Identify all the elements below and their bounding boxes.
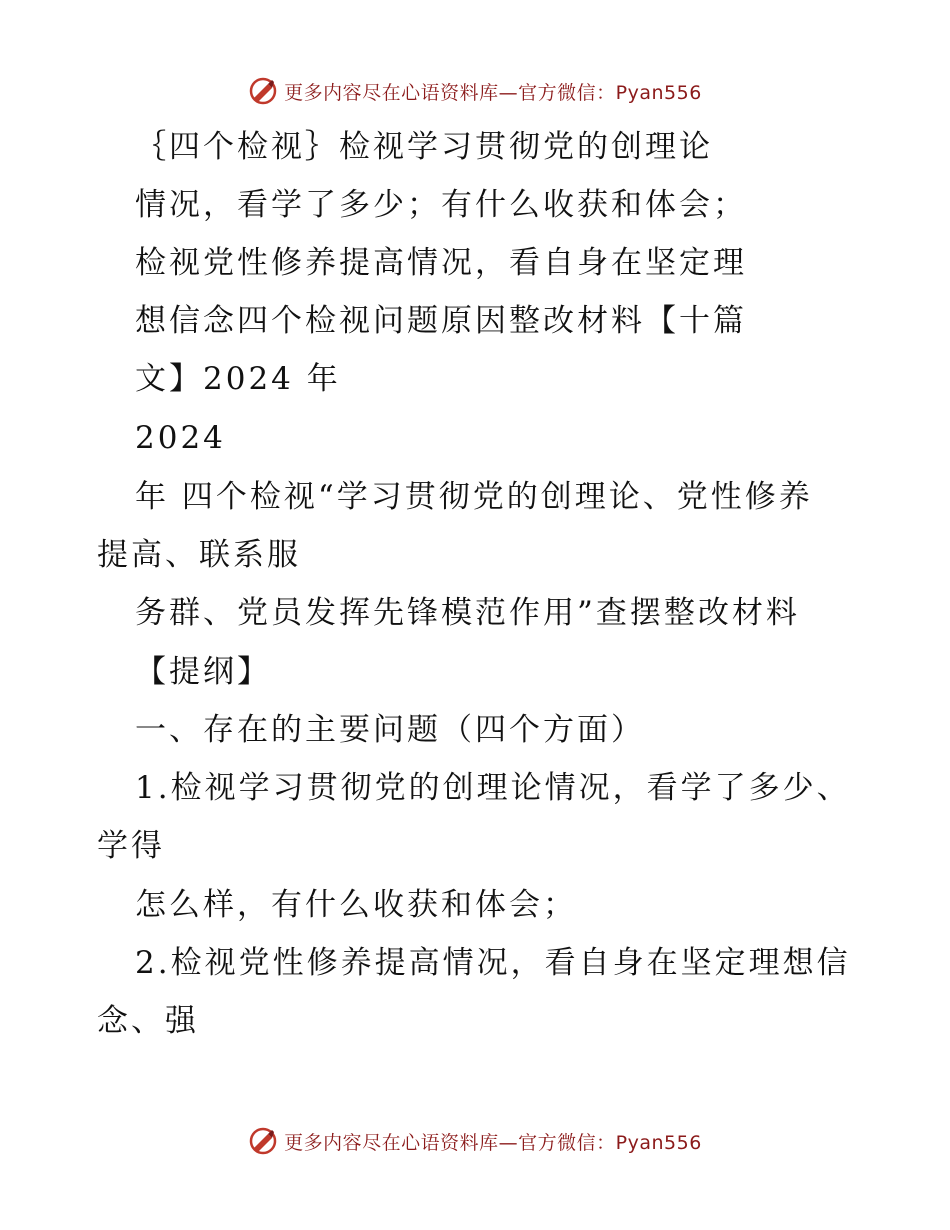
header-separator: —	[498, 81, 519, 104]
doc-line-10: 【提纲】	[135, 654, 271, 690]
doc-line-13: 学得	[97, 828, 165, 864]
doc-line-15: 2.检视党性修养提高情况，看自身在坚定理想信	[135, 945, 851, 981]
doc-line-2: 情况，看学了多少；有什么收获和体会；	[135, 187, 747, 223]
doc-line-9: 务群、党员发挥先锋模范作用”查摆整改材料	[135, 595, 800, 631]
footer-banner	[0, 1121, 950, 1161]
doc-line-11: 一、存在的主要问题（四个方面）	[135, 712, 645, 748]
doc-line-6: 2024	[135, 420, 226, 456]
footer-separator: —	[498, 1131, 519, 1154]
header-wechat-text: 官方微信：Pyan556	[518, 81, 702, 104]
doc-line-14: 怎么样，有什么收获和体会；	[135, 887, 577, 923]
footer-brand-text: 更多内容尽在心语资料库	[284, 1131, 499, 1154]
doc-line-7: 年 四个检视“学习贯彻党的创理论、党性修养	[135, 479, 813, 515]
doc-line-3: 检视党性修养提高情况，看自身在坚定理	[135, 245, 747, 281]
doc-line-8: 提高、联系服	[97, 537, 301, 573]
doc-line-16: 念、强	[97, 1003, 199, 1039]
brand-logo-icon	[248, 1126, 278, 1156]
footer-wechat-text: 官方微信：Pyan556	[518, 1131, 702, 1154]
doc-line-12: 1.检视学习贯彻党的创理论情况，看学了多少、	[135, 770, 851, 806]
doc-line-4: 想信念四个检视问题原因整改材料【十篇	[135, 303, 747, 339]
header-brand-text: 更多内容尽在心语资料库	[284, 81, 499, 104]
doc-line-1: ｛四个检视｝检视学习贯彻党的创理论	[135, 129, 713, 165]
doc-line-5: 文】2024 年	[135, 361, 341, 397]
